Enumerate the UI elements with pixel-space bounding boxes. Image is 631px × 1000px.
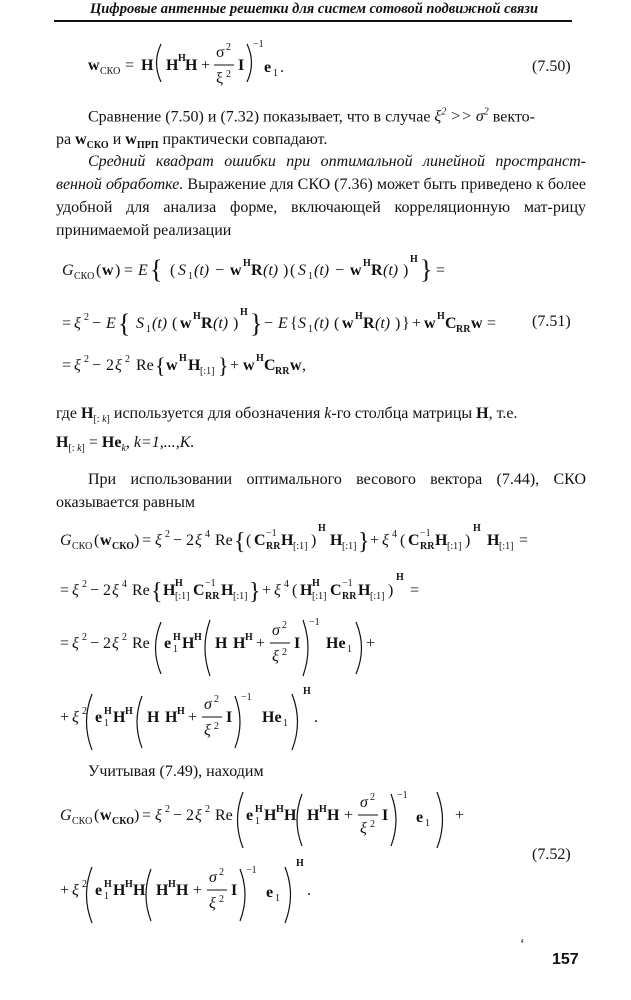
svg-text:{: { xyxy=(234,529,246,555)
svg-text:H: H xyxy=(141,57,154,74)
svg-text:S: S xyxy=(136,315,144,332)
svg-text:+: + xyxy=(193,882,203,899)
svg-text:}: } xyxy=(402,315,410,332)
svg-text:H: H xyxy=(435,532,448,549)
svg-text:R: R xyxy=(201,315,213,332)
svg-text:(: ( xyxy=(400,532,406,549)
svg-text:He: He xyxy=(326,635,346,652)
svg-text:H: H xyxy=(307,807,320,824)
svg-text:H: H xyxy=(166,57,179,74)
paragraph-comparison: Сравнение (7.50) и (7.32) показывает, что в случае $\xi^2 >> \sigma^2$ векто- ра $w_{СКО}$ и $w_{ПРП}$ практически совпадают. xyxy=(56,107,535,152)
inline-formula-hek: H xyxy=(56,434,69,452)
svg-text:C: C xyxy=(330,582,342,599)
svg-text:−: − xyxy=(92,315,102,332)
svg-text:ξ: ξ xyxy=(72,709,79,726)
svg-text:H: H xyxy=(221,582,234,599)
svg-text:): ) xyxy=(134,532,140,549)
svg-text:(t): (t) xyxy=(152,315,168,332)
svg-text:(t): (t) xyxy=(314,315,330,332)
svg-text:): ) xyxy=(403,262,409,279)
svg-text:H: H xyxy=(168,879,176,890)
svg-text:=: = xyxy=(142,807,152,824)
svg-text:H: H xyxy=(276,804,284,815)
svg-text:=: = xyxy=(142,532,152,549)
svg-text:СКО: СКО xyxy=(112,816,135,827)
svg-text:+: + xyxy=(344,807,354,824)
svg-text:ξ: ξ xyxy=(74,315,81,332)
svg-text:C: C xyxy=(193,582,205,599)
svg-text:E: E xyxy=(138,262,148,279)
svg-text:1: 1 xyxy=(255,816,260,827)
svg-text:+: + xyxy=(201,57,211,74)
svg-text:2: 2 xyxy=(125,354,130,365)
svg-text:): ) xyxy=(115,262,121,279)
svg-text:G: G xyxy=(60,532,72,549)
svg-text:1: 1 xyxy=(308,324,313,335)
svg-text:{: { xyxy=(118,309,131,338)
svg-text:=: = xyxy=(60,635,70,652)
svg-text:=: = xyxy=(60,582,70,599)
svg-text:2: 2 xyxy=(219,867,224,878)
svg-text:[:1]: [:1] xyxy=(200,366,215,377)
svg-text:2: 2 xyxy=(82,706,87,717)
svg-text:(: ( xyxy=(170,262,176,279)
svg-text:H: H xyxy=(300,582,313,599)
svg-text:H: H xyxy=(113,882,126,899)
svg-text:−1: −1 xyxy=(420,528,431,539)
svg-text:ξ: ξ xyxy=(112,635,119,652)
svg-text:H: H xyxy=(358,582,371,599)
svg-text:w: w xyxy=(230,262,242,279)
svg-text:=: = xyxy=(124,262,134,279)
svg-text:E: E xyxy=(278,315,288,332)
svg-text:=: = xyxy=(519,532,529,549)
svg-text:w: w xyxy=(342,315,354,332)
svg-text:RR: RR xyxy=(275,366,290,377)
svg-text:He: He xyxy=(262,709,282,726)
svg-text:[:1]: [:1] xyxy=(370,591,385,602)
svg-text:+: + xyxy=(366,635,376,652)
svg-text:(: ( xyxy=(246,532,252,549)
svg-text:+: + xyxy=(262,582,272,599)
svg-text:−: − xyxy=(173,807,183,824)
svg-text:1: 1 xyxy=(275,893,280,904)
svg-text:(t): (t) xyxy=(314,262,330,279)
svg-text:w: w xyxy=(100,532,112,549)
svg-text:σ: σ xyxy=(216,44,225,61)
svg-text:1: 1 xyxy=(283,718,288,729)
svg-text:+: + xyxy=(188,709,198,726)
svg-text:−: − xyxy=(215,262,225,279)
svg-text:): ) xyxy=(233,315,239,332)
svg-text:ξ: ξ xyxy=(115,357,122,374)
svg-text:2: 2 xyxy=(84,312,89,323)
svg-text:H: H xyxy=(396,572,404,583)
svg-text:w: w xyxy=(471,315,483,332)
svg-text:H: H xyxy=(113,709,126,726)
svg-text:ξ: ξ xyxy=(155,807,162,824)
svg-text:e: e xyxy=(246,807,254,824)
svg-text:ξ: ξ xyxy=(74,357,81,374)
svg-text:C: C xyxy=(254,532,266,549)
svg-text:): ) xyxy=(283,262,289,279)
svg-text:H: H xyxy=(318,523,326,534)
svg-text:(t): (t) xyxy=(263,262,279,279)
svg-text:1: 1 xyxy=(104,891,109,902)
svg-text:RR: RR xyxy=(266,541,281,552)
svg-text:4: 4 xyxy=(205,529,210,540)
svg-text:e: e xyxy=(164,635,172,652)
svg-text:H: H xyxy=(104,879,112,890)
svg-text:H: H xyxy=(363,258,371,269)
svg-text:−1: −1 xyxy=(246,865,257,876)
svg-text:e: e xyxy=(266,884,274,901)
svg-text:[:1]: [:1] xyxy=(342,541,357,552)
svg-text:I: I xyxy=(226,709,233,726)
svg-text:ξ: ξ xyxy=(216,70,224,87)
svg-text:[:1]: [:1] xyxy=(312,591,327,602)
paragraph-column-notation: где $H_{[: k]}$ используется для обозначения k-го столбца матрицы H, т.е. $H_{[: k]} = He_k$, k=1,...,K. xyxy=(56,405,518,455)
svg-text:w: w xyxy=(166,357,178,374)
svg-text:RR: RR xyxy=(205,591,220,602)
svg-text:.: . xyxy=(280,59,284,76)
svg-text:H: H xyxy=(188,357,201,374)
svg-text:+: + xyxy=(60,882,70,899)
svg-text:e: e xyxy=(95,882,103,899)
svg-text:I: I xyxy=(238,57,245,74)
svg-text:ξ: ξ xyxy=(195,532,202,549)
svg-text:2: 2 xyxy=(165,804,170,815)
svg-text:−1: −1 xyxy=(266,528,277,539)
svg-text:2: 2 xyxy=(370,792,375,803)
svg-text:I: I xyxy=(294,635,301,652)
svg-text:{: { xyxy=(290,315,298,332)
svg-text:−: − xyxy=(173,532,183,549)
svg-text:ξ: ξ xyxy=(72,882,79,899)
svg-text:}: } xyxy=(358,529,370,555)
svg-text:2: 2 xyxy=(165,529,170,540)
svg-text:=: = xyxy=(62,315,72,332)
svg-text:+: + xyxy=(230,357,240,374)
svg-text:H: H xyxy=(178,53,186,64)
svg-text:(: ( xyxy=(290,262,296,279)
svg-text:2: 2 xyxy=(82,632,87,643)
svg-text:H: H xyxy=(104,706,112,717)
svg-text:(t): (t) xyxy=(213,315,229,332)
svg-text:−1: −1 xyxy=(309,617,320,628)
svg-text:H: H xyxy=(319,804,327,815)
svg-text:2: 2 xyxy=(205,804,210,815)
svg-text:w: w xyxy=(290,357,302,374)
svg-text:ξ: ξ xyxy=(272,648,279,665)
svg-text:w: w xyxy=(243,357,255,374)
svg-text:4: 4 xyxy=(284,579,289,590)
svg-text:e: e xyxy=(95,709,103,726)
svg-text:Re: Re xyxy=(132,635,150,652)
svg-text:−: − xyxy=(90,582,100,599)
svg-text:СКО: СКО xyxy=(100,66,121,77)
svg-text:1: 1 xyxy=(425,818,430,829)
svg-text:Re: Re xyxy=(215,532,233,549)
svg-text:H: H xyxy=(245,632,253,643)
svg-text:ξ: ξ xyxy=(112,582,119,599)
svg-text:ξ: ξ xyxy=(382,532,389,549)
svg-text:{: { xyxy=(151,579,163,605)
svg-text:Re: Re xyxy=(215,807,233,824)
svg-text:H: H xyxy=(410,254,418,265)
svg-text:S: S xyxy=(298,262,306,279)
svg-text:[:1]: [:1] xyxy=(175,591,190,602)
inline-formula-xi-sigma: $\xi^2 >> \sigma^2$ xyxy=(434,107,489,126)
svg-text:2: 2 xyxy=(214,694,219,705)
svg-text:H: H xyxy=(281,532,294,549)
svg-text:(t): (t) xyxy=(194,262,210,279)
svg-text:H: H xyxy=(240,307,248,318)
svg-text:R: R xyxy=(251,262,263,279)
svg-text:=: = xyxy=(410,582,420,599)
svg-text:H: H xyxy=(233,635,246,652)
svg-text:σ: σ xyxy=(209,869,217,886)
svg-text:.: . xyxy=(307,882,311,899)
svg-text:2: 2 xyxy=(106,357,114,374)
running-head: Цифровые антенные решетки для систем сотовой подвижной связи xyxy=(89,1,539,17)
svg-text:1: 1 xyxy=(273,68,278,79)
svg-text:H: H xyxy=(133,882,146,899)
svg-text:C: C xyxy=(445,315,457,332)
svg-text:+: + xyxy=(412,315,422,332)
svg-text:4: 4 xyxy=(122,579,127,590)
svg-text:(t): (t) xyxy=(375,315,391,332)
svg-text:e: e xyxy=(264,59,272,76)
svg-text:H: H xyxy=(255,804,263,815)
svg-text:}: } xyxy=(249,579,261,605)
svg-text:2: 2 xyxy=(84,354,89,365)
svg-text:2: 2 xyxy=(214,721,219,732)
svg-text:[:1]: [:1] xyxy=(233,591,248,602)
svg-text:.: . xyxy=(314,709,318,726)
svg-text:S: S xyxy=(298,315,306,332)
svg-text:ξ: ξ xyxy=(155,532,162,549)
svg-text:σ: σ xyxy=(204,696,212,713)
svg-text:2: 2 xyxy=(103,635,111,652)
svg-text:I: I xyxy=(231,882,238,899)
svg-text:+: + xyxy=(60,709,70,726)
svg-text:w: w xyxy=(100,807,112,824)
svg-text:1: 1 xyxy=(146,324,151,335)
run-in-heading: Средний квадрат ошибки при оптимальной линейной пространст-венной обработке. xyxy=(56,153,586,193)
svg-text:(: ( xyxy=(292,582,298,599)
svg-text:2: 2 xyxy=(186,532,194,549)
svg-text:): ) xyxy=(134,807,140,824)
svg-text:2: 2 xyxy=(103,582,111,599)
svg-text:e: e xyxy=(416,809,424,826)
svg-text:G: G xyxy=(60,807,72,824)
svg-text:H: H xyxy=(177,706,185,717)
svg-text:H: H xyxy=(264,807,277,824)
svg-text:Re: Re xyxy=(136,357,154,374)
svg-text:H: H xyxy=(487,532,500,549)
svg-text:1: 1 xyxy=(104,718,109,729)
svg-text:H: H xyxy=(355,311,363,322)
svg-text:(t): (t) xyxy=(383,262,399,279)
svg-text:w: w xyxy=(424,315,436,332)
svg-text:2: 2 xyxy=(370,819,375,830)
svg-text:): ) xyxy=(465,532,471,549)
svg-text:RR: RR xyxy=(420,541,435,552)
svg-text:−1: −1 xyxy=(397,790,408,801)
page-number: 157 xyxy=(552,951,579,968)
svg-text:=: = xyxy=(125,57,135,74)
svg-text:−: − xyxy=(92,357,102,374)
equation-number: (7.50) xyxy=(532,58,571,75)
svg-text:H: H xyxy=(163,582,176,599)
svg-text:S: S xyxy=(178,262,186,279)
svg-text:H: H xyxy=(303,686,311,697)
svg-text:H: H xyxy=(437,311,445,322)
svg-text:H: H xyxy=(284,807,297,824)
svg-text:RR: RR xyxy=(456,324,471,335)
svg-text:1: 1 xyxy=(188,271,193,282)
svg-text:H: H xyxy=(327,807,340,824)
svg-text:−: − xyxy=(335,262,345,279)
svg-text:H: H xyxy=(215,635,228,652)
svg-text:ξ: ξ xyxy=(274,582,281,599)
svg-text:RR: RR xyxy=(342,591,357,602)
svg-text:G: G xyxy=(62,262,74,279)
svg-text:1: 1 xyxy=(308,271,313,282)
svg-text:H: H xyxy=(185,57,198,74)
svg-text:−1: −1 xyxy=(342,578,353,589)
svg-text:}: } xyxy=(250,309,263,338)
svg-text:2: 2 xyxy=(186,807,194,824)
svg-text:−1: −1 xyxy=(241,692,252,703)
svg-text:ξ: ξ xyxy=(360,820,367,837)
svg-text:4: 4 xyxy=(392,529,397,540)
svg-text:H: H xyxy=(179,353,187,364)
paragraph-optimal-weight: При использовании оптимального весового вектора (7.44), СКО оказывается равным xyxy=(56,471,586,511)
svg-text:H: H xyxy=(125,879,133,890)
svg-text:[:1]: [:1] xyxy=(499,541,514,552)
svg-text:H: H xyxy=(173,632,181,643)
svg-text:2: 2 xyxy=(122,632,127,643)
svg-text:(: ( xyxy=(172,315,178,332)
svg-text:H: H xyxy=(194,632,202,643)
svg-text:2: 2 xyxy=(282,647,287,658)
paragraph-considering: Учитывая (7.49), находим xyxy=(88,763,264,780)
paragraph-mse-heading: Средний квадрат ошибки при оптимальной линейной пространст-венной обработке. Выражение для СКО (7.36) может быть приведено к более удобной для анализа форме, включающей корреляционную мат-рицу принимаемой реализации xyxy=(56,153,586,239)
svg-text:−1: −1 xyxy=(205,578,216,589)
svg-text:H: H xyxy=(473,523,481,534)
svg-text:{: { xyxy=(150,255,163,284)
svg-text:2: 2 xyxy=(82,579,87,590)
svg-text:H: H xyxy=(243,258,251,269)
svg-text:H: H xyxy=(193,311,201,322)
svg-text:2: 2 xyxy=(219,894,224,905)
svg-text:H: H xyxy=(156,882,169,899)
svg-text:}: } xyxy=(420,255,433,284)
svg-text:σ: σ xyxy=(272,622,280,639)
svg-text:2: 2 xyxy=(282,620,287,631)
svg-text:(: ( xyxy=(96,262,102,279)
svg-text:+: + xyxy=(256,635,266,652)
svg-text:−1: −1 xyxy=(253,39,264,50)
svg-text:w: w xyxy=(102,262,114,279)
svg-text:СКО: СКО xyxy=(72,816,93,827)
svg-text:СКО: СКО xyxy=(74,271,95,282)
svg-text:H: H xyxy=(296,858,304,869)
svg-text:Re: Re xyxy=(132,582,150,599)
svg-text:C: C xyxy=(408,532,420,549)
svg-text:=: = xyxy=(487,315,497,332)
svg-text:СКО: СКО xyxy=(72,541,93,552)
svg-text:{: { xyxy=(155,353,166,378)
svg-text:H: H xyxy=(147,709,160,726)
svg-text:H: H xyxy=(182,635,195,652)
svg-text:ξ: ξ xyxy=(195,807,202,824)
svg-text:}: } xyxy=(218,353,229,378)
svg-text:[:1]: [:1] xyxy=(293,541,308,552)
svg-text:(: ( xyxy=(94,532,100,549)
svg-text:1: 1 xyxy=(173,644,178,655)
svg-text:R: R xyxy=(363,315,375,332)
svg-text:ξ: ξ xyxy=(72,582,79,599)
svg-text:H: H xyxy=(256,353,264,364)
svg-text:2: 2 xyxy=(226,69,231,80)
svg-text:=: = xyxy=(436,262,446,279)
svg-text:H: H xyxy=(165,709,178,726)
svg-text:−: − xyxy=(90,635,100,652)
svg-text:1: 1 xyxy=(347,644,352,655)
svg-text:E: E xyxy=(106,315,116,332)
svg-text:w: w xyxy=(350,262,362,279)
svg-text:+: + xyxy=(455,807,465,824)
svg-text:,: , xyxy=(302,357,306,374)
svg-text:(: ( xyxy=(94,807,100,824)
svg-text:+: + xyxy=(370,532,380,549)
svg-text:−: − xyxy=(264,315,274,332)
svg-text:): ) xyxy=(311,532,317,549)
svg-text:): ) xyxy=(395,315,401,332)
stray-mark: ‘ xyxy=(520,937,525,952)
svg-text:σ: σ xyxy=(360,794,368,811)
svg-text:2: 2 xyxy=(82,879,87,890)
svg-text:w: w xyxy=(88,57,100,74)
inline-formula-h-column: H xyxy=(81,405,94,422)
svg-text:): ) xyxy=(388,582,394,599)
svg-text:H: H xyxy=(330,532,343,549)
svg-text:C: C xyxy=(264,357,276,374)
svg-text:I: I xyxy=(382,807,389,824)
svg-text:ξ: ξ xyxy=(204,722,211,739)
svg-text:H: H xyxy=(312,578,320,589)
svg-text:R: R xyxy=(371,262,383,279)
svg-text:H: H xyxy=(125,706,133,717)
svg-text:=: = xyxy=(62,357,72,374)
equation-number: (7.52) xyxy=(532,846,571,863)
svg-text:СКО: СКО xyxy=(112,541,135,552)
svg-text:(: ( xyxy=(334,315,340,332)
svg-text:[:1]: [:1] xyxy=(447,541,462,552)
svg-text:ξ: ξ xyxy=(209,895,216,912)
svg-text:2: 2 xyxy=(226,42,231,53)
svg-text:H: H xyxy=(176,882,189,899)
svg-text:H: H xyxy=(175,578,183,589)
equation-number: (7.51) xyxy=(532,313,571,330)
svg-text:w: w xyxy=(180,315,192,332)
svg-text:ξ: ξ xyxy=(72,635,79,652)
